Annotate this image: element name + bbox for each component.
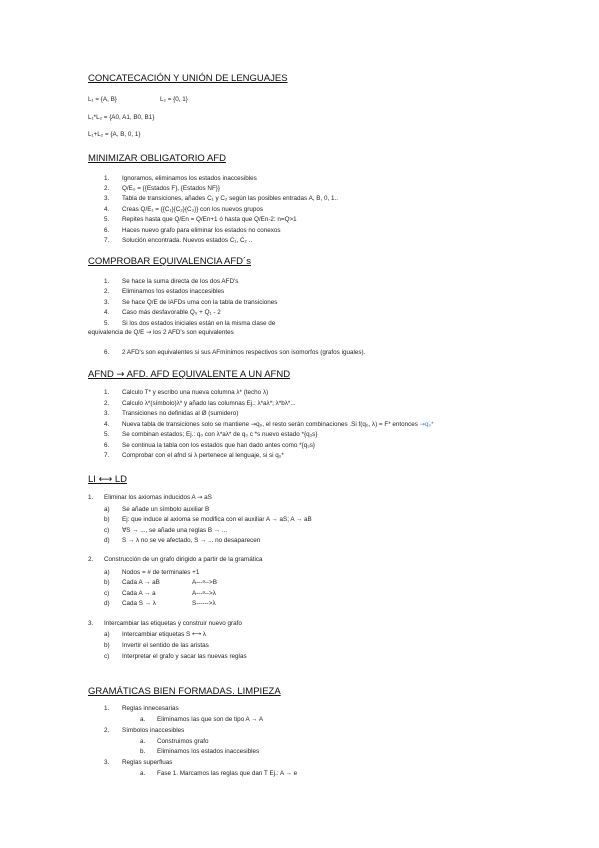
title-part: LD — [112, 474, 127, 485]
list-item: Calculo λ*(símbolo)λ* y añado las columnas Ej.: λ*aλ*; λ*bλ*... — [122, 400, 296, 407]
sublist-letter: b. — [140, 748, 146, 755]
list-number: 2. — [104, 185, 110, 192]
list-number: 7. — [104, 237, 110, 244]
title-part: AFD. AFD EQUIVALENTE A UN AFND — [124, 369, 291, 380]
list-item-continuation — [88, 329, 234, 337]
section-title-concatenacion: CONCATECACIÓN Y UNIÓN DE LENGUAJES — [88, 73, 288, 84]
list-number: 2. — [104, 400, 110, 407]
sublist-letter: a. — [140, 716, 146, 723]
graph-edge-notation: A---ᵃ-->λ — [192, 590, 216, 597]
list-item: Se hace la suma directa de los dos AFD's — [122, 278, 239, 285]
sublist-letter: b) — [104, 516, 110, 523]
title-part: AFND — [88, 369, 117, 380]
list-item: Si los dos estados iniciales están en la misma clase de — [122, 320, 276, 327]
list-item: Reglas superfluas — [122, 759, 173, 766]
sublist-item: Fase 1. Marcamos las reglas que dan T Ej.: A → e — [157, 770, 298, 777]
sublist-item: Construimos grafo — [157, 738, 209, 745]
list-number: 1. — [104, 278, 110, 285]
sublist-letter: d) — [104, 537, 110, 544]
sublist-item: Invertir el sentido de las aristas — [122, 642, 209, 649]
list-item: Repites hasta que Q/En = Q/En+1 ó hasta que Q/En-2: n=Q>1 — [122, 216, 297, 223]
list-item — [122, 421, 434, 429]
list-item: Se combinan estados; Ej.: q₀ con λ*aλ* de q₀ c *s nuevo estado *{q₃s} — [122, 431, 318, 438]
list-number: 6. — [104, 349, 110, 356]
sublist-item: Cada A → a — [122, 590, 156, 597]
list-item: Se continua la tabla con los estados que han dado antes como *{q₃s} — [122, 442, 316, 449]
list-number: 2. — [104, 288, 110, 295]
concatenation-result: L₁*L₂ = {A0, A1, B0, B1} — [88, 114, 155, 121]
list-number: 1. — [104, 389, 110, 396]
arrow-icon: → — [146, 329, 152, 336]
list-item: Se hace Q/E de lAFDs uma con la tabla de transiciones — [122, 299, 278, 306]
l1-definition: L₁ = {A, B} — [88, 96, 117, 103]
sublist-letter: a) — [104, 631, 110, 638]
sublist-letter: d) — [104, 600, 110, 607]
list-number: 2. — [104, 727, 110, 734]
list-item: Q/E₀ = {{Estados F}, {Estados NF}} — [122, 185, 220, 192]
item-text: q₀, el resto serán combinaciones .Si f(q₀, λ) = F* entonces — [256, 421, 420, 428]
section-title-li-ld — [88, 474, 127, 485]
sublist-item: Interpretar el grafo y sacar las nuevas reglas — [122, 653, 247, 660]
list-item: Tabla de transiciones, añades C₁ y C₂ según las posibles entradas A, B, 0, 1.. — [122, 195, 338, 202]
list-number: 5. — [104, 216, 110, 223]
list-item: Comprobar con el afnd si λ pertenece al lenguaje, si si q₀* — [122, 452, 284, 459]
list-number: 7. — [104, 452, 110, 459]
sublist-item: S → λ no se ve afectado, S → ... no desaparecen — [122, 537, 261, 544]
list-number: 2. — [88, 556, 94, 563]
sublist-letter: a) — [104, 506, 110, 513]
list-item: Reglas innecesarias — [122, 705, 179, 712]
sublist-item: Eliminamos los estados inaccesibles — [157, 748, 260, 755]
sublist-item: Nodos = # de terminales +1 — [122, 569, 200, 576]
sublist-letter: a. — [140, 770, 146, 777]
list-item: Construcción de un grafo dirigido a partir de la gramática — [104, 556, 263, 563]
graph-edge-notation: S------>λ — [192, 600, 216, 607]
list-number: 6. — [104, 227, 110, 234]
continuation-text: equivalencia de Q/E — [88, 329, 147, 336]
sublist-item: Cada S → λ — [122, 600, 156, 607]
list-item: Eliminamos los estados inaccesibles — [122, 288, 225, 295]
arrow-icon: → — [197, 494, 203, 501]
list-number: 3. — [104, 195, 110, 202]
list-number: 6. — [104, 442, 110, 449]
sublist-letter: b) — [104, 642, 110, 649]
section-title-afnd — [88, 369, 290, 380]
list-number: 3. — [104, 410, 110, 417]
sublist-item: Intercambiar etiquetas S ⟷ λ — [122, 631, 206, 638]
sublist-item: Se añade un símbolo auxiliar B — [122, 506, 210, 513]
item-text: aS — [202, 494, 212, 501]
both-arrow-icon: ⟷ — [98, 474, 113, 485]
list-item: Creas Q/E₁ = {{C₁}{C₂}{C₃}} con los nuevos grupos — [122, 206, 264, 213]
list-item: 2 AFD's son equivalentes si sus AFmínimos respectivos son isomorfos (grafos iguales). — [122, 349, 366, 356]
list-number: 4. — [104, 421, 110, 428]
sublist-letter: c) — [104, 653, 110, 660]
section-title-equivalencia: COMPROBAR EQUIVALENCIA AFD´s — [88, 256, 251, 267]
list-number: 4. — [104, 206, 110, 213]
sublist-item: Ej: que induce al axioma se modifica con el auxiliar A → aS; A → aB — [122, 516, 312, 523]
sublist-letter: a) — [104, 569, 110, 576]
sublist-item: Eliminamos las que son de tipo A → A — [157, 716, 264, 723]
arrow-icon: → — [250, 421, 257, 428]
state-label: q₀* — [425, 421, 434, 428]
section-title-minimizar: MINIMIZAR OBLIGATORIO AFD — [88, 153, 226, 164]
graph-edge-notation: A---ᵃ-->B — [192, 579, 217, 586]
list-number: 1. — [88, 494, 94, 501]
list-number: 4. — [104, 309, 110, 316]
list-number: 3. — [104, 759, 110, 766]
sublist-letter: c) — [104, 527, 110, 534]
list-number: 5. — [104, 320, 110, 327]
sublist-item: Cada A → aB — [122, 579, 160, 586]
list-item: Caso más desfavorable Q₀ + Q₁ - 2 — [122, 309, 221, 316]
list-number: 5. — [104, 431, 110, 438]
list-item: Símbolos inaccesibles — [122, 727, 185, 734]
l2-definition: L₂ = {0, 1} — [160, 96, 188, 103]
list-number: 3. — [88, 620, 94, 627]
list-number: 1. — [104, 175, 110, 182]
highlighted-state — [420, 421, 434, 428]
sublist-item: ∀S → ..., se añade una reglas B → ... — [122, 527, 228, 534]
item-text: Eliminar los axiomas inducidos A — [104, 494, 198, 501]
list-item: Transiciones no definidas al Ø (sumidero) — [122, 410, 239, 417]
list-number: 3. — [104, 299, 110, 306]
list-item: Ignoramos, eliminamos los estados inaccesibles — [122, 175, 257, 182]
union-result: L₁+L₂ = {A, B, 0, 1} — [88, 131, 141, 138]
title-part: LI — [88, 474, 99, 485]
list-item: Haces nuevo grafo para eliminar los estados no conexos — [122, 227, 281, 234]
sublist-letter: c) — [104, 590, 110, 597]
sublist-letter: b) — [104, 579, 110, 586]
list-item — [104, 494, 212, 502]
continuation-text: los 2 AFD's son equivalentes — [151, 329, 234, 336]
list-item: Solución encontrada. Nuevos estados C₁, C₂ .. — [122, 237, 253, 244]
sublist-letter: a. — [140, 738, 146, 745]
list-number: 1. — [104, 705, 110, 712]
list-item: Calculo T* y escribo una nueva columna λ* (techo λ) — [122, 389, 269, 396]
list-item: Intercambiar las etiquetas y construir nuevo grafo — [104, 620, 242, 627]
item-text: Nueva tabla de transiciones solo se mantiene — [122, 421, 251, 428]
arrow-icon: → — [419, 421, 425, 428]
arrow-icon: → — [116, 369, 125, 380]
section-title-gramaticas: GRAMÁTICAS BIEN FORMADAS. LIMPIEZA — [88, 686, 281, 697]
